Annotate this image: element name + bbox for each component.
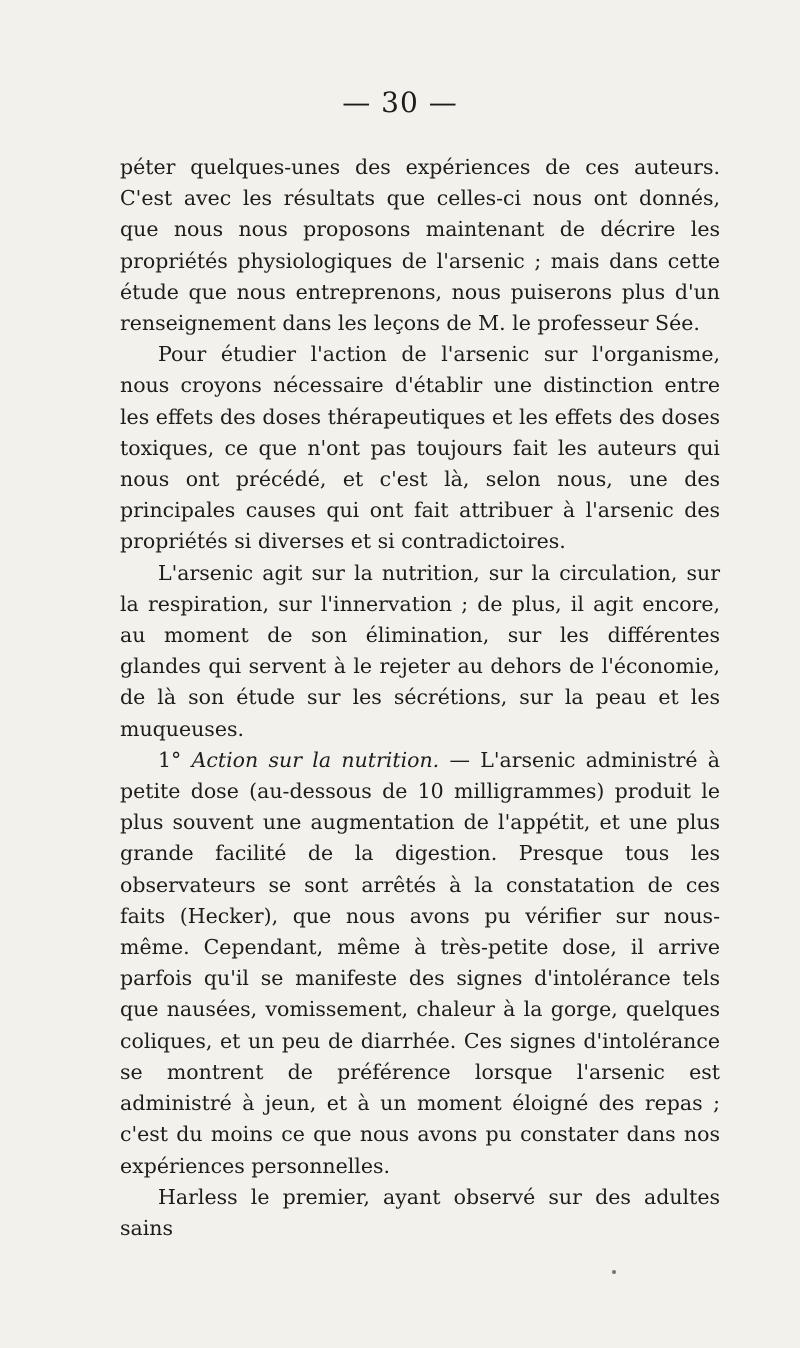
section-text: — L'arsenic administré à petite dose (au-dessous de 10 milligrammes) produit le plus souvent une augmentation de l'appétit, et une plus grande facilité de la digestion. Presque tous les observateurs se sont arrêtés à la constatation de ces faits (Hecker), que nous avons pu vérifier sur nous-même. Cependant, même à très-petite dose, il arrive parfois qu'il se manifeste des signes d'intolérance tels que nausées, vomissement, chaleur à la gorge, quelques coliques, et un peu de diarrhée. Ces signes d'intolérance se montrent de préférence lorsque l'arsenic est administré à jeun, et à un moment éloigné des repas ; c'est du moins ce que nous avons pu constater dans nos expériences personnelles.	[120, 747, 720, 1178]
ink-speck	[612, 1270, 616, 1274]
body-text	[120, 152, 720, 1244]
paragraph-arsenic-organism: Pour étudier l'action de l'arsenic sur l'organisme, nous croyons nécessaire d'établir une distinction entre les effets des doses thérapeutiques et les effets des doses toxiques, ce que n'ont pas toujours fait les auteurs qui nous ont précédé, et c'est là, selon nous, une des principales causes qui ont fait attribuer à l'arsenic des propriétés si diverses et si contradictoires.	[120, 342, 720, 554]
section-heading: Action sur la nutrition.	[191, 747, 440, 772]
section-number: 1°	[158, 747, 192, 772]
page-number: — 30 —	[342, 86, 458, 119]
paragraph-nutrition-section	[120, 745, 720, 1182]
paragraph-continuation: péter quelques-unes des expériences de ces auteurs. C'est avec les résultats que celles-ci nous ont donnés, que nous nous proposons maintenant de décrire les propriétés physiologiques de l'arsenic ; mais dans cette étude que nous entreprenons, nous puiserons plus d'un renseignement dans les leçons de M. le professeur Sée.	[120, 155, 720, 336]
paragraph-arsenic-effects: L'arsenic agit sur la nutrition, sur la circulation, sur la respiration, sur l'innervation ; de plus, il agit encore, au moment de son élimination, sur les différentes glandes qui servent à le rejeter au dehors de l'économie, de là son étude sur les sécrétions, sur la peau et les muqueuses.	[120, 560, 720, 741]
paragraph-harless: Harless le premier, ayant observé sur des adultes sains	[120, 1184, 720, 1240]
